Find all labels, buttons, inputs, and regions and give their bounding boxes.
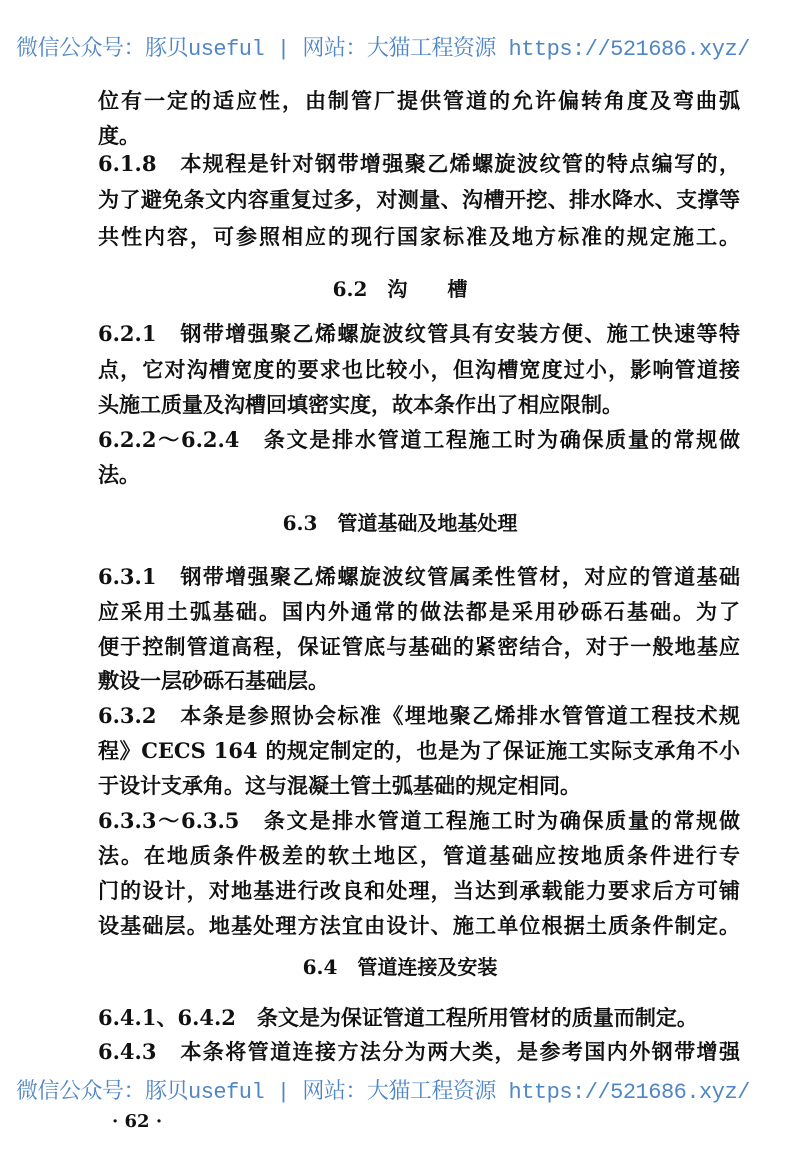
watermark-bottom: 微信公众号：豚贝useful | 网站：大猫工程资源 https://521686.xyz/	[16, 1080, 750, 1105]
text-line: 敷设一层砂砾石基础层。	[98, 668, 329, 693]
watermark-top: 微信公众号：豚贝useful | 网站：大猫工程资源 https://521686.xyz/	[16, 37, 750, 62]
section-heading: 6.2 沟 槽	[332, 277, 468, 301]
page-number: · 62 ·	[112, 1111, 163, 1132]
text-line: 6.4.1、6.4.2 条文是为保证管道工程所用管材的质量而制定。	[98, 1005, 698, 1030]
text-line: 于设计支承角。这与混凝土管土弧基础的规定相同。	[98, 773, 581, 798]
text-line: 6.3.1 钢带增强聚乙烯螺旋波纹管属柔性管材，对应的管道基础	[98, 564, 740, 589]
text-line: 设基础层。地基处理方法宜由设计、施工单位根据土质条件制定。	[98, 913, 740, 938]
text-line: 6.3.2 本条是参照协会标准《埋地聚乙烯排水管管道工程技术规	[98, 703, 740, 728]
text-line: 6.2.1 钢带增强聚乙烯螺旋波纹管具有安装方便、施工快速等特	[98, 321, 740, 346]
text-line: 6.2.2～6.2.4 条文是排水管道工程施工时为确保质量的常规做	[98, 427, 740, 452]
text-line: 为了避免条文内容重复过多，对测量、沟槽开挖、排水降水、支撑等	[98, 187, 740, 212]
text-line: 位有一定的适应性，由制管厂提供管道的允许偏转角度及弯曲弧	[98, 88, 740, 113]
text-line: 便于控制管道高程，保证管底与基础的紧密结合，对于一般地基应	[98, 634, 740, 659]
text-line: 头施工质量及沟槽回填密实度，故本条作出了相应限制。	[98, 392, 623, 417]
text-line: 6.3.3～6.3.5 条文是排水管道工程施工时为确保质量的常规做	[98, 808, 740, 833]
section-heading: 6.4 管道连接及安装	[302, 955, 498, 979]
text-line: 法。在地质条件极差的软土地区，管道基础应按地质条件进行专	[98, 843, 740, 868]
text-line: 门的设计，对地基进行改良和处理，当达到承载能力要求后方可铺	[98, 878, 740, 903]
text-line: 度。	[98, 123, 140, 148]
text-line: 程》CECS 164 的规定制定的，也是为了保证施工实际支承角不小	[98, 738, 740, 763]
text-line: 6.4.3 本条将管道连接方法分为两大类，是参考国内外钢带增强	[98, 1039, 740, 1064]
text-line: 法。	[98, 462, 140, 487]
section-heading: 6.3 管道基础及地基处理	[282, 511, 518, 535]
text-line: 6.1.8 本规程是针对钢带增强聚乙烯螺旋波纹管的特点编写的，	[98, 151, 740, 176]
text-line: 点，它对沟槽宽度的要求也比较小，但沟槽宽度过小，影响管道接	[98, 357, 740, 382]
text-line: 共性内容，可参照相应的现行国家标准及地方标准的规定施工。	[98, 224, 740, 249]
text-line: 应采用土弧基础。国内外通常的做法都是采用砂砾石基础。为了	[98, 599, 740, 624]
